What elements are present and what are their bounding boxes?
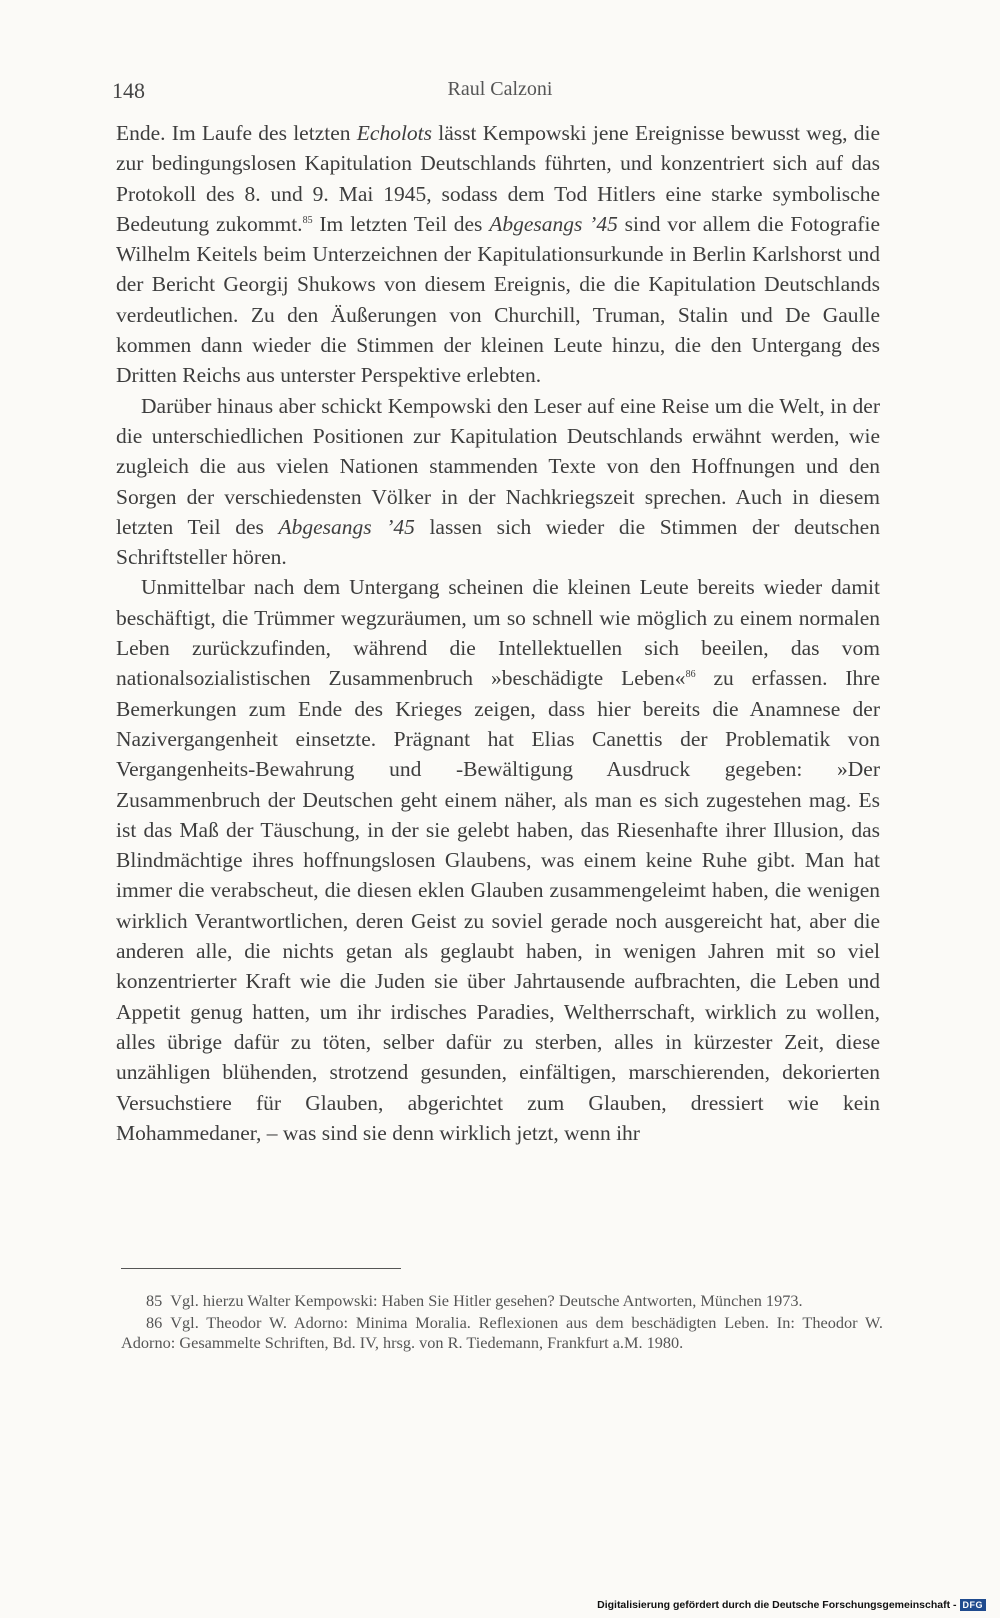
dfg-logo-icon: DFG xyxy=(960,1599,987,1611)
footnote-ref-86: 86 xyxy=(685,669,696,681)
paragraph: Ende. Im Laufe des letzten Echolots lässt Kempowski jene Ereignisse bewusst weg, die zur bedingungslosen Kapitulation Deutschlands führten, und konzentriert sich auf das Protokoll des 8. und 9. Mai 1945, sodass dem Tod Hitlers eine starke symbolische Bedeutung zukommt.$^{85}$ Im letzten Teil des Abgesangs ’45 sind vor allem die Fotografie Wilhelm Keitels beim Unterzeichnen der Kapitulationsurkunde in Berlin Karlshorst und der Bericht Georgij Shukows von diesem Ereignis, die die Kapitulation Deutschlands verdeutlichen. Zu den Äußerungen von Churchill, Truman, Stalin und De Gaulle kommen dann wieder die Stimmen der kleinen Leute hinzu, die den Untergang des Dritten Reichs aus unterster Perspektive erlebten. xyxy=(116,121,880,388)
footnote-divider xyxy=(121,1268,401,1269)
digitization-banner xyxy=(597,1599,986,1611)
page-number: 148 xyxy=(112,78,145,103)
paragraph: Unmittelbar nach dem Untergang scheinen die kleinen Leute bereits wieder damit beschäftigt, die Trümmer wegzuräumen, um so schnell wie möglich zu einem normalen Leben zurückzufinden, während die Intellektuellen sich beeilen, das vom nationalsozialistischen Zusammenbruch »beschädigte Leben«$^{86}$ zu erfassen. Ihre Bemerkungen zum Ende des Krieges zeigen, dass hier bereits die Anamnese der Nazivergangenheit einsetzte. Prägnant hat Elias Canettis der Problematik von Vergangenheits-Bewahrung und -Bewältigung Ausdruck gegeben: »Der Zusammenbruch der Deutschen geht einem näher, als man es sich zugestehen mag. Es ist das Maß der Täuschung, in der sie gelebt haben, das Riesenhafte ihrer Illusion, das Blindmächtige ihres hoffnungslosen Glaubens, was einem keine Ruhe gibt. Man hat immer die verabscheut, die diesen eklen Glauben zusammengeleimt haben, die wenigen wirklich Verantwortlichen, deren Geist zu soviel gerade noch ausgereicht hat, aber die anderen alle, die nichts getan als geglaubt haben, in wenigen Jahren mit so viel konzentrierter Kraft wie die Juden sie über Jahrtausende aufbrachten, die Leben und Appetit genug hatten, um ihr irdisches Paradies, Weltherrschaft, wirklich zu wollen, alles übrige dafür zu töten, selber dafür zu sterben, alles in kürzester Zeit, diese unzähligen blühenden, strotzend gesunden, einfältigen, marschierenden, dekorierten Versuchstiere für Glauben, abgerichtet zum Glauben, dressiert wie kein Mohammedaner, – was sind sie denn wirklich jetzt, wenn ihr xyxy=(116,575,880,1145)
banner-text: Digitalisierung gefördert durch die Deutsche Forschungsgemeinschaft - xyxy=(597,1599,957,1611)
footnotes xyxy=(121,1291,883,1355)
footnote-ref-85: 85 xyxy=(302,214,313,226)
main-text xyxy=(116,118,880,1148)
footnote-86: 86 Vgl. Theodor W. Adorno: Minima Moralia. Reflexionen aus dem beschädigten Leben. In: Theodor W. Adorno: Gesammelte Schriften, Bd. IV, hrsg. von R. Tiedemann, Frankfurt a.M. 1980. xyxy=(121,1312,883,1353)
running-head: Raul Calzoni xyxy=(447,78,553,100)
paragraph: Darüber hinaus aber schickt Kempowski den Leser auf eine Reise um die Welt, in der die unterschiedlichen Positionen zur Kapitulation Deutschlands erwähnt werden, wie zugleich die aus vielen Nationen stammenden Texte von den Hoffnungen und den Sorgen der verschiedensten Völker in der Nachkriegszeit sprechen. Auch in diesem letzten Teil des Abgesangs ’45 lassen sich wieder die Stimmen der deutschen Schriftsteller hören. xyxy=(116,393,880,570)
footnote-85: 85 Vgl. hierzu Walter Kempowski: Haben Sie Hitler gesehen? Deutsche Antworten, München 1973. xyxy=(146,1291,803,1310)
